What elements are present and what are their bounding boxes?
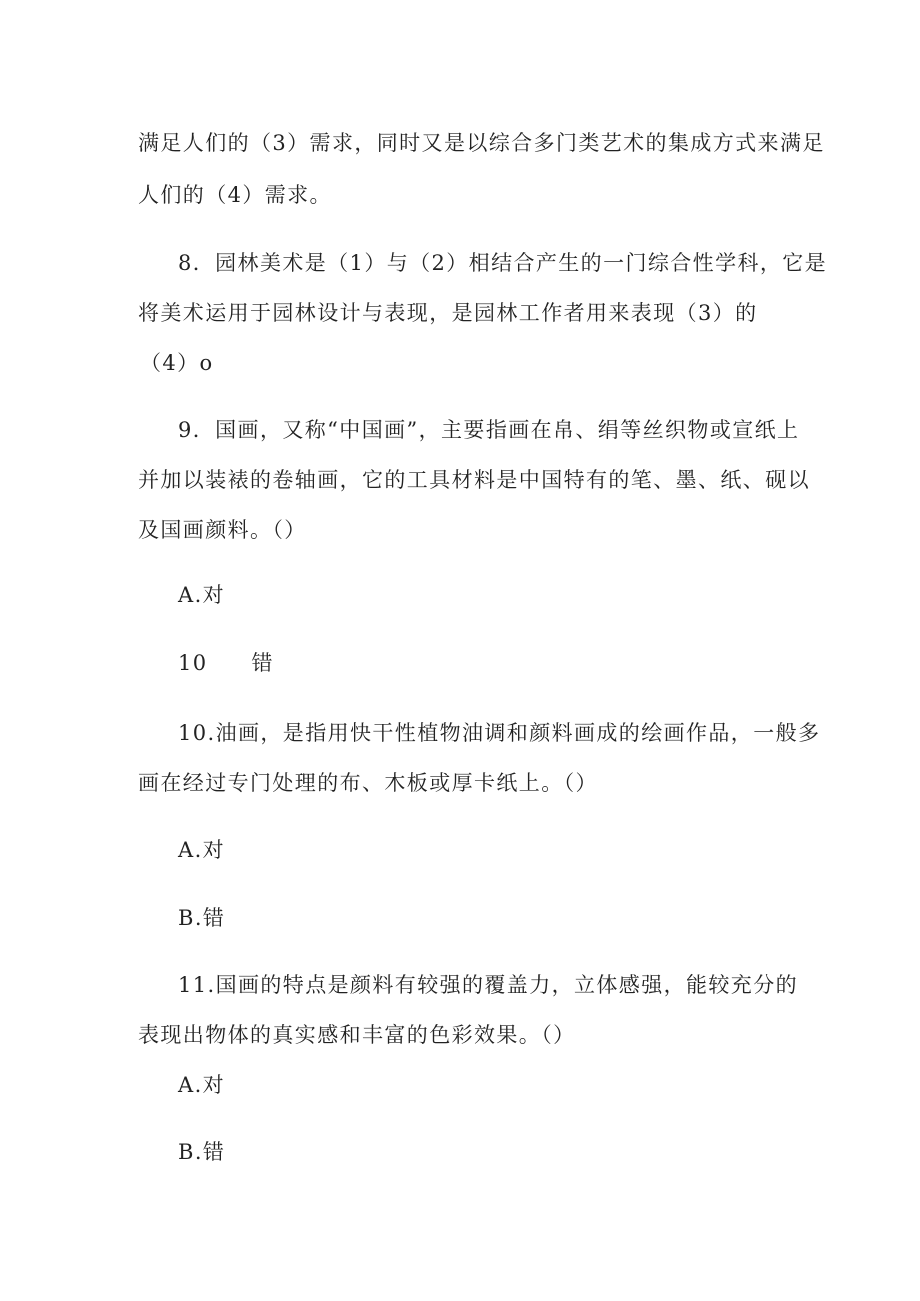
question-8-line: 将美术运用于园林设计与表现，是园林工作者用来表现（3）的 xyxy=(138,301,758,325)
question-11-option-b: B.错 xyxy=(178,1140,226,1164)
question-9-option-b xyxy=(178,648,274,678)
option-text: 错 xyxy=(251,651,274,675)
question-10-line: 10.油画，是指用快干性植物油调和颜料画成的绘画作品，一般多 xyxy=(178,721,821,745)
paragraph-line: 满足人们的（3）需求，同时又是以综合多门类艺术的集成方式来满足 xyxy=(138,131,825,155)
question-10-option-b: B.错 xyxy=(178,906,226,930)
question-11-line: 11.国画的特点是颜料有较强的覆盖力，立体感强，能较充分的 xyxy=(178,973,798,997)
question-9-line: 及国画颜料。（） xyxy=(138,518,307,542)
question-8-line: （4）o xyxy=(140,351,214,375)
question-11-line: 表现出物体的真实感和丰富的色彩效果。（） xyxy=(138,1023,576,1047)
question-9-line: 9．国画，又称“中国画”，主要指画在帛、绢等丝织物或宣纸上 xyxy=(178,418,800,442)
option-number: 10 xyxy=(178,651,208,675)
question-8-line: 8．园林美术是（1）与（2）相结合产生的一门综合性学科，它是 xyxy=(178,251,828,275)
question-11-option-a: A.对 xyxy=(178,1073,226,1097)
question-9-line: 并加以装裱的卷轴画，它的工具材料是中国特有的笔、墨、纸、砚以 xyxy=(138,468,810,492)
paragraph-line: 人们的（4）需求。 xyxy=(138,183,332,207)
question-9-option-a: A.对 xyxy=(178,583,226,607)
question-10-line: 画在经过专门处理的布、木板或厚卡纸上。（） xyxy=(138,771,598,795)
question-10-option-a: A.对 xyxy=(178,838,226,862)
